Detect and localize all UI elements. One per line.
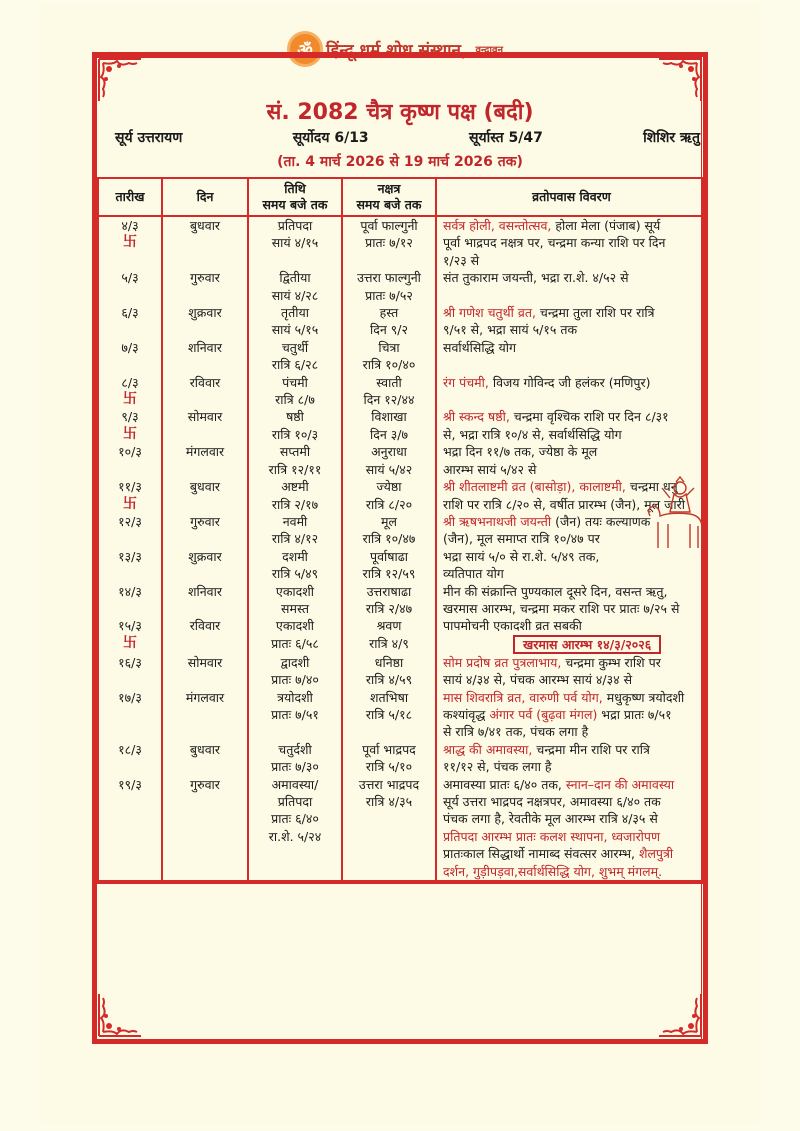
table-row	[98, 269, 702, 304]
kharmas-notice-badge: खरमास आरम्भ १४/३/२०२६	[513, 635, 661, 654]
tithi-line: प्रातः ७/५१	[271, 706, 319, 722]
table-row	[98, 478, 702, 513]
description-text: कश्यांवृद्ध	[443, 706, 490, 722]
description-line	[443, 321, 699, 338]
description-text: प्रातःकाल सिद्धार्थो नामाब्द संवत्सर आरम्भ,	[443, 846, 639, 862]
nakshatra-line: रात्रि ८/२०	[365, 496, 413, 512]
description-text: होला मेला (पंजाब) सूर्य	[551, 218, 661, 233]
tithi-cell	[248, 478, 342, 513]
description-cell	[436, 617, 702, 653]
nakshatra-line: रात्रि १२/५९	[362, 566, 416, 582]
description-line	[443, 234, 699, 251]
date-value: १९/३	[118, 776, 142, 792]
description-line	[443, 828, 699, 845]
date-cell	[98, 654, 162, 689]
tithi-cell	[248, 617, 342, 653]
tithi-line: रात्रि २/१७	[271, 496, 319, 512]
nakshatra-line: सायं ५/४२	[365, 461, 413, 477]
day-cell: गुरुवार	[162, 513, 248, 548]
tithi-line: अष्टमी	[281, 479, 309, 495]
tithi-line: सप्तमी	[279, 444, 311, 460]
header-nakshatra-label: नक्षत्र	[377, 181, 401, 196]
nakshatra-cell	[342, 216, 436, 269]
day-cell: बुधवार	[162, 216, 248, 269]
description-text: से, भद्रा रात्रि १०/४ से, सर्वार्थसिद्धि योग	[443, 426, 622, 442]
tithi-cell	[248, 216, 342, 269]
description-line	[443, 706, 699, 723]
date-value: १२/३	[118, 513, 142, 529]
tithi-line: रात्रि १०/३	[271, 426, 319, 442]
description-text: संत तुकाराम जयन्ती, भद्रा रा.शे. ४/५२ से	[443, 270, 629, 286]
nakshatra-line: अनुराधा	[371, 444, 407, 460]
description-line	[443, 810, 699, 827]
day-cell: रविवार	[162, 374, 248, 409]
date-value: ५/३	[121, 270, 139, 286]
nakshatra-cell	[342, 374, 436, 409]
nakshatra-line: उत्तरा भाद्रपद	[358, 776, 420, 792]
tithi-line: रात्रि ५/४९	[271, 566, 319, 582]
date-cell	[98, 269, 162, 304]
header-day: दिन	[162, 178, 248, 216]
header-date: तारीख	[98, 178, 162, 216]
description-line	[443, 863, 699, 880]
tithi-cell	[248, 776, 342, 882]
description-line	[443, 443, 699, 460]
date-cell	[98, 617, 162, 653]
tithi-line: प्रातः ६/४०	[271, 811, 319, 827]
description-line	[443, 758, 699, 775]
table-row	[98, 443, 702, 478]
description-text: विजय गोविन्द जी हलंकर (मणिपुर)	[488, 374, 651, 390]
tithi-cell	[248, 374, 342, 409]
description-text: पूर्वा भाद्रपद नक्षत्र पर, चन्द्रमा कन्या राशि पर दिन	[443, 235, 666, 251]
description-cell	[436, 269, 702, 304]
tithi-line: त्रयोदशी	[277, 689, 313, 705]
tithi-line: तृतीया	[281, 305, 309, 321]
nakshatra-cell	[342, 617, 436, 653]
description-cell	[436, 374, 702, 409]
date-cell	[98, 741, 162, 776]
day-cell: मंगलवार	[162, 689, 248, 741]
day-cell: शनिवार	[162, 583, 248, 618]
festival-highlight: श्री ऋषभनाथजी जयन्ती	[443, 513, 552, 529]
nakshatra-line: स्वाती	[376, 374, 402, 390]
description-line	[443, 741, 699, 758]
date-range: (ता. 4 मार्च 2026 से 19 मार्च 2026 तक)	[277, 154, 523, 170]
description-line	[443, 845, 699, 862]
date-cell	[98, 583, 162, 618]
nakshatra-line: रात्रि १०/४७	[362, 531, 416, 547]
nakshatra-cell	[342, 443, 436, 478]
swastik-icon: 卐	[123, 391, 137, 408]
tithi-cell	[248, 339, 342, 374]
header-tithi	[248, 178, 342, 216]
tithi-line: पंचमी	[282, 374, 308, 390]
festival-highlight: स्नान–दान की अमावस्या	[565, 776, 675, 792]
tithi-line: द्वितीया	[279, 270, 311, 286]
date-cell	[98, 216, 162, 269]
date-cell	[98, 776, 162, 882]
table-row	[98, 408, 702, 443]
description-cell	[436, 304, 702, 339]
table-row	[98, 216, 702, 269]
tithi-line: प्रातः ७/४०	[271, 672, 319, 688]
nakshatra-line: प्रातः ७/५२	[365, 287, 413, 303]
description-line	[443, 689, 699, 706]
description-text: से रात्रि ७/४१ तक, पंचक लगा है	[443, 724, 589, 740]
date-value: १५/३	[118, 618, 142, 634]
nakshatra-line: रात्रि ४/३५	[365, 794, 413, 809]
swastik-icon: 卐	[123, 495, 137, 512]
org-name: हिंन्दू धर्म शोध संस्थान,	[326, 40, 468, 61]
nakshatra-cell	[342, 741, 436, 776]
sun-info-row	[115, 128, 700, 147]
header-description: व्रतोपवास विवरण	[436, 178, 702, 216]
nakshatra-cell	[342, 304, 436, 339]
table-row	[98, 617, 702, 653]
description-line	[443, 583, 699, 600]
description-text: भद्रा प्रातः ७/५१	[597, 706, 672, 722]
festival-highlight: श्री गणेश चतुर्थी व्रत,	[443, 305, 536, 321]
deity-on-donkey-illustration-icon	[640, 476, 708, 556]
description-text: मीन की संक्रान्ति पुण्यकाल दूसरे दिन, वसन्त ऋतु,	[443, 583, 668, 599]
tithi-line: सायं ४/१५	[271, 235, 319, 251]
day-cell: शनिवार	[162, 339, 248, 374]
festival-highlight: शैलपुत्री	[638, 846, 674, 862]
description-text: पंचक लगा है, रेवतीके मूल आरम्भ रात्रि ४/३५ से	[443, 811, 658, 827]
description-line	[443, 339, 699, 356]
tithi-line: चतुर्दशी	[278, 741, 312, 757]
tithi-line: षष्ठी	[286, 409, 304, 425]
nakshatra-line: रात्रि ५/१८	[365, 706, 413, 722]
nakshatra-line: दिन ९/२	[370, 322, 408, 338]
description-line	[443, 269, 699, 286]
date-cell	[98, 374, 162, 409]
description-cell	[436, 741, 702, 776]
nakshatra-line: रात्रि ४/९	[369, 635, 409, 651]
tithi-line: प्रतिपदा	[277, 794, 313, 809]
nakshatra-line: हस्त	[379, 305, 399, 321]
festival-highlight: श्री शीतलाष्टमी व्रत (बासोड़ा), कालाष्टमी,	[443, 479, 626, 495]
description-cell	[436, 443, 702, 478]
nakshatra-cell	[342, 339, 436, 374]
description-line	[443, 304, 699, 321]
description-text: भद्रा सायं ५/० से रा.शे. ५/४९ तक,	[443, 548, 600, 564]
date-value: ४/३	[121, 218, 139, 233]
tithi-line: सायं ४/२८	[271, 287, 319, 303]
nakshatra-line: रात्रि ४/५९	[365, 672, 413, 688]
nakshatra-line: दिन १२/४४	[363, 392, 415, 408]
description-text: चन्द्रमा तुला राशि पर रात्रि	[535, 305, 655, 321]
table-row	[98, 741, 702, 776]
description-line	[443, 654, 699, 671]
sunset-time: सूर्यास्त 5/47	[468, 130, 543, 146]
panchang-table	[97, 177, 703, 884]
header-nakshatra	[342, 178, 436, 216]
day-cell: गुरुवार	[162, 776, 248, 882]
day-cell: मंगलवार	[162, 443, 248, 478]
table-row	[98, 776, 702, 882]
description-text: चन्द्रमा वृश्चिक राशि पर दिन ८/३१	[509, 409, 669, 425]
description-line	[443, 252, 699, 269]
description-cell	[436, 689, 702, 741]
date-value: १८/३	[118, 741, 142, 757]
nakshatra-line: रात्रि १०/४०	[362, 357, 416, 373]
description-text: आरम्भ सायं ५/४२ से	[443, 461, 537, 477]
tithi-line: नवमी	[282, 513, 308, 529]
day-cell: सोमवार	[162, 654, 248, 689]
nakshatra-line: चित्रा	[378, 339, 400, 355]
sun-direction: सूर्य उत्तरायण	[115, 130, 183, 146]
date-cell	[98, 339, 162, 374]
description-cell	[436, 776, 702, 882]
nakshatra-line: उत्तराषाढा	[366, 583, 412, 599]
nakshatra-line: दिन ३/७	[370, 426, 408, 442]
tithi-line: अमावस्या/	[271, 776, 319, 792]
table-row	[98, 689, 702, 741]
corner-ornament-icon	[657, 992, 703, 1038]
nakshatra-cell	[342, 408, 436, 443]
header-tithi-sub: समय बजे तक	[262, 197, 328, 212]
tithi-cell	[248, 741, 342, 776]
tithi-line: रात्रि १२/११	[268, 461, 322, 477]
description-cell	[436, 583, 702, 618]
description-line	[443, 600, 699, 617]
description-cell	[436, 654, 702, 689]
tithi-line: समस्त	[281, 600, 309, 616]
festival-highlight: दर्शन, गुड़ीपड़वा,सर्वार्थसिद्धि योग, शुभम् मंगलम्.	[443, 863, 663, 879]
nakshatra-line: ज्येष्ठा	[376, 479, 402, 495]
nakshatra-line: शतभिषा	[369, 689, 409, 705]
description-text: भद्रा दिन ११/७ तक, ज्येष्ठा के मूल	[443, 444, 598, 460]
description-line	[443, 374, 699, 391]
date-value: १३/३	[118, 548, 142, 564]
nakshatra-line: श्रवण	[376, 618, 402, 634]
tithi-cell	[248, 548, 342, 583]
tithi-cell	[248, 513, 342, 548]
sunrise-time: सूर्योदय 6/13	[292, 130, 369, 146]
day-cell: बुधवार	[162, 478, 248, 513]
date-value: ७/३	[121, 339, 139, 355]
festival-highlight: प्रतिपदा आरम्भ प्रातः कलश स्थापना, ध्वजारोपण	[443, 828, 661, 844]
festival-highlight: रंग पंचमी,	[443, 374, 489, 390]
table-row	[98, 304, 702, 339]
description-text: चन्द्रमा मीन राशि पर रात्रि	[532, 741, 650, 757]
tithi-line: दशमी	[282, 548, 308, 564]
description-text: व्यतिपात योग	[443, 566, 504, 582]
date-value: १६/३	[118, 654, 142, 670]
festival-highlight: श्री स्कन्द षष्ठी,	[443, 409, 510, 425]
description-line	[443, 408, 699, 425]
om-logo-icon: ॐ	[290, 34, 320, 64]
tithi-cell	[248, 583, 342, 618]
festival-highlight: मास शिवरात्रि व्रत, वारुणी पर्व योग,	[443, 689, 603, 705]
date-cell	[98, 443, 162, 478]
tithi-line: द्वादशी	[280, 654, 310, 670]
nakshatra-cell	[342, 776, 436, 882]
date-value: ६/३	[121, 305, 139, 321]
tithi-line: रात्रि ६/२८	[271, 357, 319, 373]
description-text: चन्द्रमा धनु	[625, 479, 678, 495]
description-line	[443, 617, 699, 634]
nakshatra-cell	[342, 478, 436, 513]
date-value: १७/३	[118, 689, 142, 705]
nakshatra-line: विशाखा	[371, 409, 407, 425]
description-text: चन्द्रमा कुम्भ राशि पर	[561, 654, 661, 670]
date-cell	[98, 513, 162, 548]
corner-ornament-icon	[97, 992, 143, 1038]
description-line	[443, 426, 699, 443]
day-cell: बुधवार	[162, 741, 248, 776]
nakshatra-cell	[342, 654, 436, 689]
nakshatra-cell	[342, 513, 436, 548]
date-value: ११/३	[118, 479, 142, 495]
tithi-cell	[248, 269, 342, 304]
nakshatra-line: रात्रि २/४७	[365, 600, 413, 616]
description-cell	[436, 408, 702, 443]
tithi-line: चतुर्थी	[281, 339, 309, 355]
date-value: १४/३	[118, 583, 142, 599]
festival-highlight: सर्वत्र होली, वसन्तोत्सव,	[443, 218, 552, 233]
day-cell: रविवार	[162, 617, 248, 653]
festival-highlight: श्राद्ध की अमावस्या,	[443, 741, 533, 757]
nakshatra-line: उत्तरा फाल्गुनी	[357, 270, 421, 286]
description-text: १/२३ से	[443, 252, 480, 268]
header-tithi-label: तिथि	[284, 181, 306, 196]
tithi-cell	[248, 654, 342, 689]
day-cell: गुरुवार	[162, 269, 248, 304]
description-line	[443, 217, 699, 234]
org-city: वृन्दावन	[475, 45, 504, 56]
nakshatra-line: रात्रि ५/१०	[365, 759, 413, 775]
date-cell	[98, 548, 162, 583]
tithi-cell	[248, 689, 342, 741]
tithi-line: प्रातः ६/५८	[271, 635, 319, 651]
nakshatra-cell	[342, 583, 436, 618]
nakshatra-line: पूर्वा फाल्गुनी	[360, 218, 418, 233]
description-line	[443, 565, 699, 582]
nakshatra-line: प्रातः ७/१२	[365, 235, 413, 251]
tithi-line: एकादशी	[275, 583, 315, 599]
description-text: खरमास आरम्भ, चन्द्रमा मकर राशि पर प्रातः ७/२५ से	[443, 600, 680, 616]
date-cell	[98, 478, 162, 513]
swastik-icon: 卐	[123, 425, 137, 442]
header-nakshatra-sub: समय बजे तक	[356, 197, 422, 212]
description-text: अमावस्या प्रातः ६/४० तक,	[443, 776, 566, 792]
swastik-icon: 卐	[123, 634, 137, 651]
tithi-cell	[248, 304, 342, 339]
tithi-line: रा.शे. ५/२४	[268, 828, 322, 844]
description-text: (जैन) तयः कल्याणक	[551, 513, 651, 529]
tithi-cell	[248, 408, 342, 443]
nakshatra-cell	[342, 548, 436, 583]
nakshatra-line: मूल	[381, 513, 397, 529]
table-body	[98, 216, 702, 882]
description-line	[443, 671, 699, 688]
festival-highlight: अंगार पर्व (बुढ़वा मंगल)	[489, 706, 598, 722]
table-row	[98, 654, 702, 689]
table-header-row	[98, 178, 702, 216]
description-line	[443, 793, 699, 810]
tithi-line: प्रतिपदा	[277, 218, 313, 233]
table-row	[98, 583, 702, 618]
description-line	[443, 723, 699, 740]
table-row	[98, 374, 702, 409]
description-line	[443, 776, 699, 793]
tithi-line: प्रातः ७/३०	[271, 759, 319, 775]
tithi-line: एकादशी	[275, 618, 315, 634]
description-text: (जैन), मूल समाप्त रात्रि १०/४७ पर	[443, 531, 600, 547]
nakshatra-line: धनिष्ठा	[374, 654, 404, 670]
description-cell	[436, 216, 702, 269]
table-row	[98, 548, 702, 583]
description-text: मधुकृष्ण त्रयोदशी	[602, 689, 685, 705]
day-cell: शुक्रवार	[162, 304, 248, 339]
description-text: सूर्य उत्तरा भाद्रपद नक्षत्रपर, अमावस्या ६/४० तक	[443, 794, 661, 809]
festival-highlight: सोम प्रदोष व्रत पुत्रलाभाय,	[443, 654, 562, 670]
tithi-line: सायं ५/१५	[271, 322, 319, 338]
season: शिशिर ऋतु	[643, 130, 700, 146]
tithi-line: रात्रि ४/१२	[271, 531, 319, 547]
date-cell	[98, 304, 162, 339]
day-cell: शुक्रवार	[162, 548, 248, 583]
nakshatra-cell	[342, 689, 436, 741]
description-text: राशि पर रात्रि ८/२० से, वर्षीत प्रारम्भ (जैन), मूल जारी	[443, 496, 685, 512]
description-text: पापमोचनी एकादशी व्रत सबकी	[443, 618, 582, 634]
nakshatra-cell	[342, 269, 436, 304]
date-value: १०/३	[118, 444, 142, 460]
tithi-cell	[248, 443, 342, 478]
description-text: सर्वार्थसिद्धि योग	[443, 339, 517, 355]
description-text: ९/५१ से, भद्रा सायं ५/१५ तक	[443, 322, 578, 338]
date-value: ८/३	[121, 374, 139, 390]
description-text: सायं ४/३४ से, पंचक आरम्भ सायं ४/३४ से	[443, 672, 633, 688]
date-value: ९/३	[121, 409, 139, 425]
date-cell	[98, 689, 162, 741]
swastik-icon: 卐	[123, 234, 137, 251]
description-cell	[436, 339, 702, 374]
page-title: सं. 2082 चैत्र कृष्ण पक्ष (बदी)	[266, 100, 534, 125]
date-cell	[98, 408, 162, 443]
day-cell: सोमवार	[162, 408, 248, 443]
nakshatra-line: पूर्वाषाढा	[369, 548, 409, 564]
table-row	[98, 339, 702, 374]
description-text: ११/१२ से, पंचक लगा है	[443, 759, 552, 775]
table-row	[98, 513, 702, 548]
nakshatra-line: पूर्वा भाद्रपद	[362, 741, 416, 757]
tithi-line: रात्रि ८/७	[275, 392, 315, 408]
